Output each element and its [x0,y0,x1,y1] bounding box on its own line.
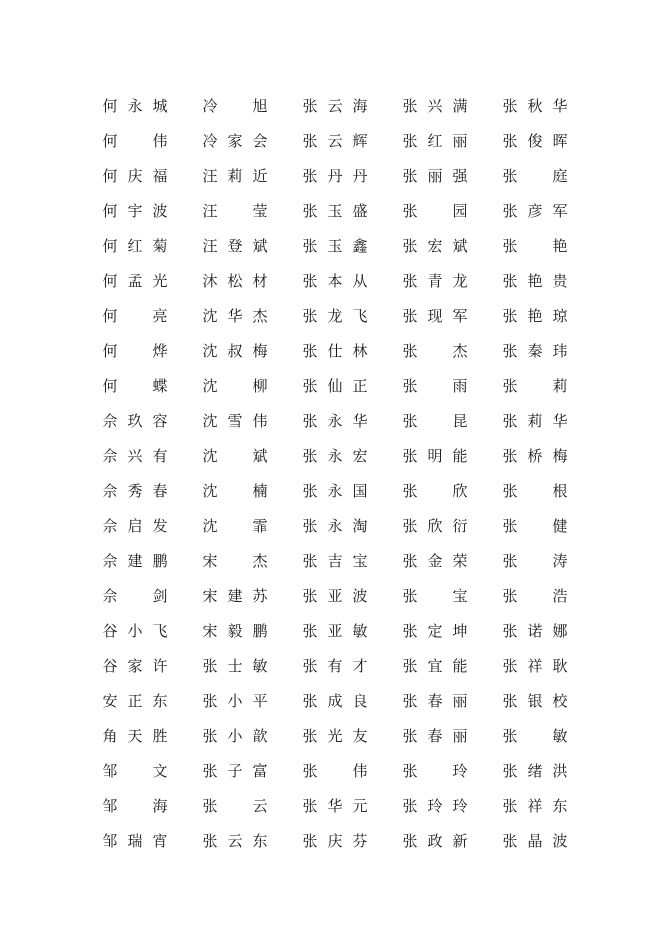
name-entry: 安 正 东 [102,691,168,710]
name-entry: 何 宇 波 [102,201,168,220]
name-entry: 何 红 菊 [102,236,168,255]
name-list-grid [102,88,602,858]
name-entry: 沈 柳 [202,376,268,395]
name-entry: 张 敏 [502,726,568,745]
name-entry: 张 宝 [402,586,468,605]
name-entry: 张 园 [402,201,468,220]
name-entry: 张 云 [202,796,268,815]
name-entry: 张 晶 波 [502,831,568,850]
name-entry: 张 春 丽 [402,726,468,745]
name-entry: 佘 建 鹏 [102,551,168,570]
name-entry: 邹 海 [102,796,168,815]
name-entry: 宋 毅 鹏 [202,621,268,640]
name-entry: 张 小 平 [202,691,268,710]
name-entry: 张 桥 梅 [502,446,568,465]
name-entry: 张 成 良 [302,691,368,710]
name-entry: 何 蝶 [102,376,168,395]
name-entry: 沈 华 杰 [202,306,268,325]
name-entry: 张 有 才 [302,656,368,675]
name-entry: 张 云 辉 [302,131,368,150]
name-entry: 张 彦 军 [502,201,568,220]
name-entry: 佘 剑 [102,586,168,605]
name-entry: 汪 登 斌 [202,236,268,255]
name-entry: 佘 秀 春 [102,481,168,500]
name-entry: 沈 叔 梅 [202,341,268,360]
name-entry: 张 根 [502,481,568,500]
name-entry: 佘 玖 容 [102,411,168,430]
name-entry: 张 本 从 [302,271,368,290]
name-entry: 张 宜 能 [402,656,468,675]
name-entry: 张 绪 洪 [502,761,568,780]
name-entry: 张 玉 盛 [302,201,368,220]
name-entry: 邹 瑞 宵 [102,831,168,850]
name-entry: 张 永 淘 [302,516,368,535]
name-entry: 张 诺 娜 [502,621,568,640]
name-entry: 张 永 国 [302,481,368,500]
name-entry: 沐 松 材 [202,271,268,290]
name-entry: 张 春 丽 [402,691,468,710]
name-entry: 谷 小 飞 [102,621,168,640]
name-entry: 张 兴 满 [402,96,468,115]
name-entry: 张 俊 晖 [502,131,568,150]
name-entry: 张 雨 [402,376,468,395]
name-entry: 何 孟 光 [102,271,168,290]
name-entry: 张 金 荣 [402,551,468,570]
name-entry: 何 烨 [102,341,168,360]
name-entry: 沈 斌 [202,446,268,465]
name-entry: 张 政 新 [402,831,468,850]
name-entry: 张 杰 [402,341,468,360]
name-entry: 张 秦 玮 [502,341,568,360]
name-entry: 张 红 丽 [402,131,468,150]
name-entry: 张 玉 鑫 [302,236,368,255]
name-entry: 张 士 敏 [202,656,268,675]
name-entry: 张 伟 [302,761,368,780]
name-entry: 张 吉 宝 [302,551,368,570]
name-entry: 张 亚 波 [302,586,368,605]
name-entry: 张 丽 强 [402,166,468,185]
name-entry: 汪 莹 [202,201,268,220]
name-entry: 张 欣 衍 [402,516,468,535]
name-entry: 张 庭 [502,166,568,185]
name-entry: 张 青 龙 [402,271,468,290]
name-entry: 宋 杰 [202,551,268,570]
name-entry: 张 健 [502,516,568,535]
name-entry: 张 明 能 [402,446,468,465]
name-entry: 张 仙 正 [302,376,368,395]
name-entry: 角 天 胜 [102,726,168,745]
name-entry: 何 庆 福 [102,166,168,185]
name-entry: 张 定 坤 [402,621,468,640]
name-entry: 张 祥 东 [502,796,568,815]
name-entry: 张 秋 华 [502,96,568,115]
name-entry: 佘 兴 有 [102,446,168,465]
name-entry: 谷 家 许 [102,656,168,675]
name-entry: 张 涛 [502,551,568,570]
name-entry: 宋 建 苏 [202,586,268,605]
name-entry: 张 云 海 [302,96,368,115]
name-entry: 张 庆 芬 [302,831,368,850]
name-entry: 沈 霏 [202,516,268,535]
name-entry: 张 小 歆 [202,726,268,745]
name-entry: 张 光 友 [302,726,368,745]
name-entry: 沈 楠 [202,481,268,500]
name-entry: 张 欣 [402,481,468,500]
name-entry: 何 永 城 [102,96,168,115]
name-entry: 张 艳 琼 [502,306,568,325]
name-entry: 张 莉 [502,376,568,395]
name-entry: 张 龙 飞 [302,306,368,325]
name-entry: 张 宏 斌 [402,236,468,255]
name-entry: 张 浩 [502,586,568,605]
name-entry: 张 仕 林 [302,341,368,360]
name-entry: 沈 雪 伟 [202,411,268,430]
name-entry: 张 艳 [502,236,568,255]
name-entry: 汪 莉 近 [202,166,268,185]
name-entry: 张 云 东 [202,831,268,850]
name-entry: 何 亮 [102,306,168,325]
name-entry: 张 银 校 [502,691,568,710]
name-entry: 张 子 富 [202,761,268,780]
name-entry: 邹 文 [102,761,168,780]
name-entry: 张 玲 玲 [402,796,468,815]
name-entry: 张 丹 丹 [302,166,368,185]
name-entry: 张 永 宏 [302,446,368,465]
name-entry: 张 昆 [402,411,468,430]
name-entry: 张 亚 敏 [302,621,368,640]
name-entry: 张 莉 华 [502,411,568,430]
name-entry: 张 永 华 [302,411,368,430]
name-entry: 佘 启 发 [102,516,168,535]
name-entry: 张 艳 贵 [502,271,568,290]
name-entry: 张 祥 耿 [502,656,568,675]
name-entry: 张 玲 [402,761,468,780]
name-entry: 冷 旭 [202,96,268,115]
name-entry: 张 现 军 [402,306,468,325]
name-entry: 张 华 元 [302,796,368,815]
name-entry: 何 伟 [102,131,168,150]
name-entry: 冷 家 会 [202,131,268,150]
